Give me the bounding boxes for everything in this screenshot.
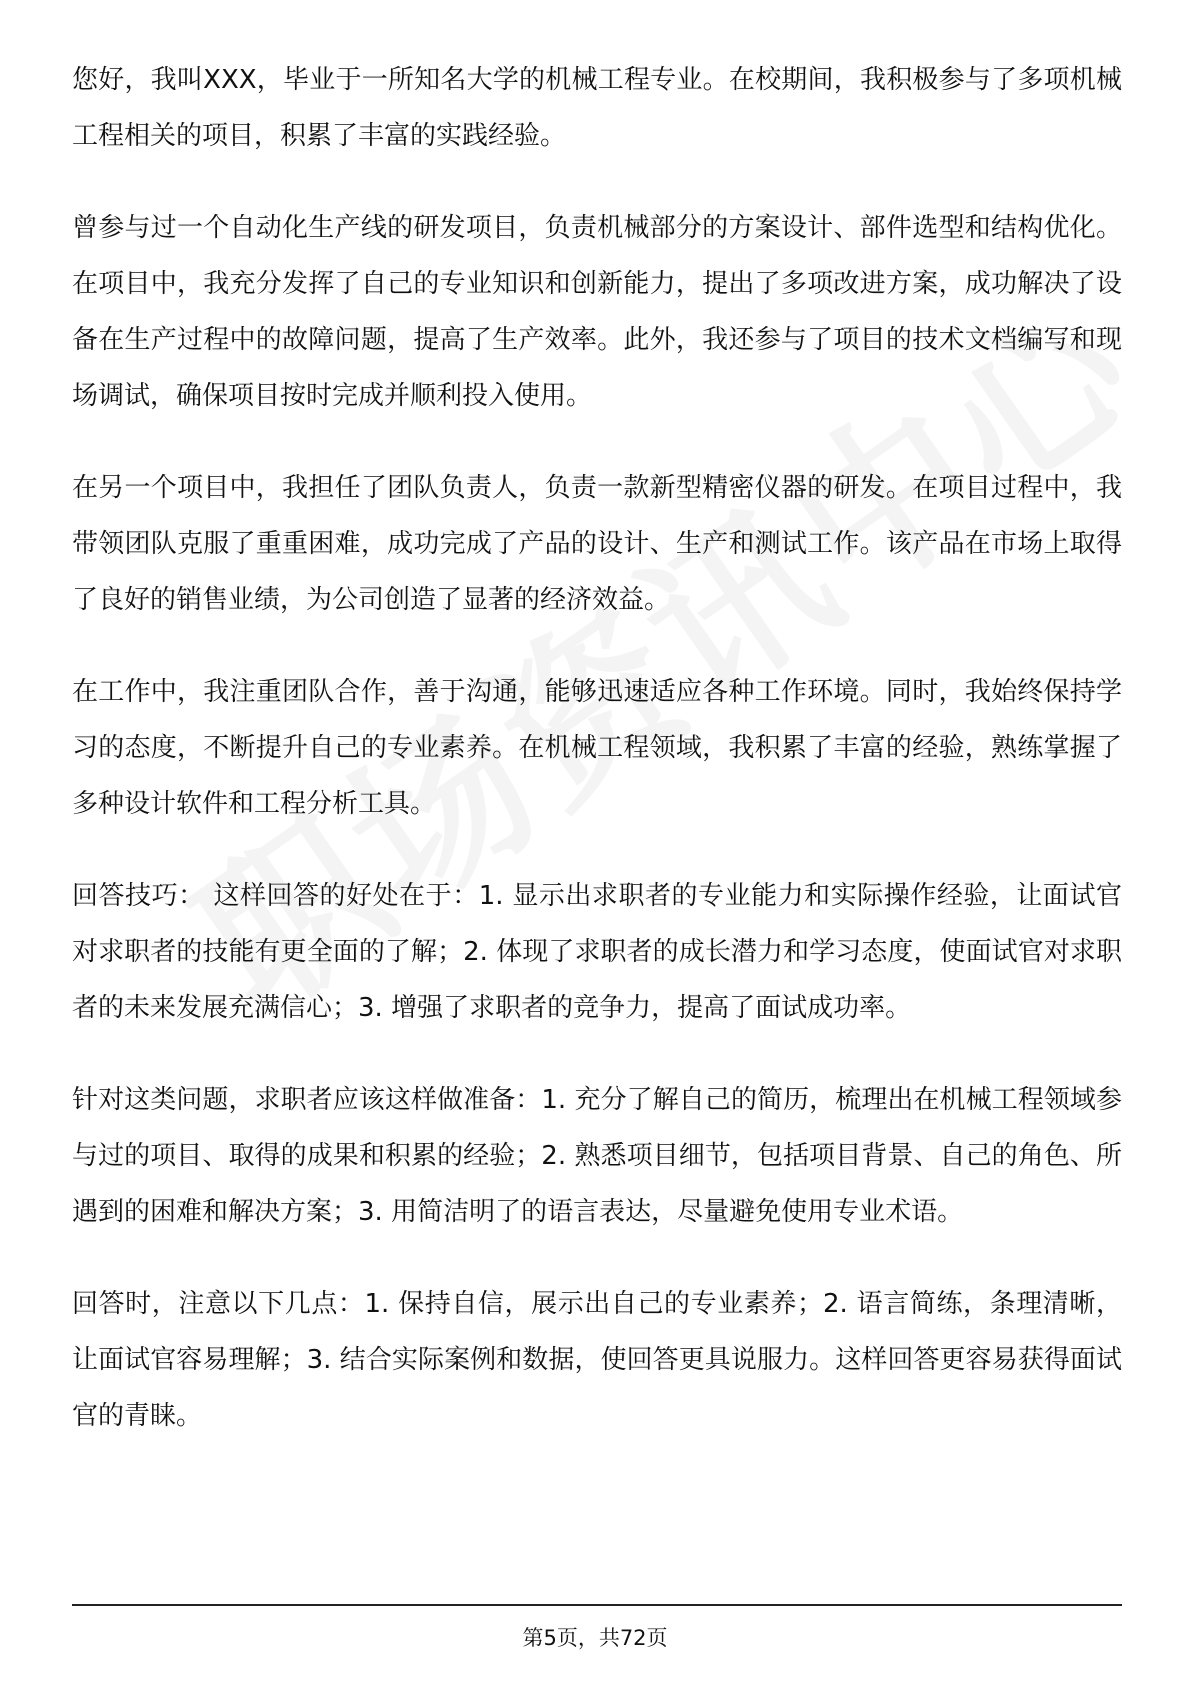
paragraph-answer-tips: 回答技巧： 这样回答的好处在于：1. 显示出求职者的专业能力和实际操作经验，让面试官对求职者的技能有更全面的了解；2. 体现了求职者的成长潜力和学习态度，使面试官对求职者的未来发展充满信心；3. 增强了求职者的竞争力，提高了面试成功率。 xyxy=(72,881,1122,1023)
footer-divider xyxy=(72,1604,1122,1606)
paragraph-intro: 您好，我叫XXX，毕业于一所知名大学的机械工程专业。在校期间，我积极参与了多项机械工程相关的项目，积累了丰富的实践经验。 xyxy=(72,65,1122,151)
paragraph-preparation: 针对这类问题，求职者应该这样做准备：1. 充分了解自己的简历，梳理出在机械工程领域参与过的项目、取得的成果和积累的经验；2. 熟悉项目细节，包括项目背景、自己的角色、所遇到的困难和解决方案；3. 用简洁明了的语言表达，尽量避免使用专业术语。 xyxy=(72,1085,1122,1227)
paragraph-project-instrument: 在另一个项目中，我担任了团队负责人，负责一款新型精密仪器的研发。在项目过程中，我带领团队克服了重重困难，成功完成了产品的设计、生产和测试工作。该产品在市场上取得了良好的销售业绩，为公司创造了显著的经济效益。 xyxy=(72,473,1122,615)
paragraph-notes: 回答时，注意以下几点：1. 保持自信，展示出自己的专业素养；2. 语言简练，条理清晰，让面试官容易理解；3. 结合实际案例和数据，使回答更具说服力。这样回答更容易获得面试官的青睐。 xyxy=(72,1289,1122,1431)
paragraph-teamwork: 在工作中，我注重团队合作，善于沟通，能够迅速适应各种工作环境。同时，我始终保持学习的态度，不断提升自己的专业素养。在机械工程领域，我积累了丰富的经验，熟练掌握了多种设计软件和工程分析工具。 xyxy=(72,677,1122,819)
page-number: 第5页，共72页 xyxy=(522,1626,668,1650)
paragraph-project-automation: 曾参与过一个自动化生产线的研发项目，负责机械部分的方案设计、部件选型和结构优化。在项目中，我充分发挥了自己的专业知识和创新能力，提出了多项改进方案，成功解决了设备在生产过程中的故障问题，提高了生产效率。此外，我还参与了项目的技术文档编写和现场调试，确保项目按时完成并顺利投入使用。 xyxy=(72,213,1122,411)
document-body xyxy=(72,52,1122,1480)
